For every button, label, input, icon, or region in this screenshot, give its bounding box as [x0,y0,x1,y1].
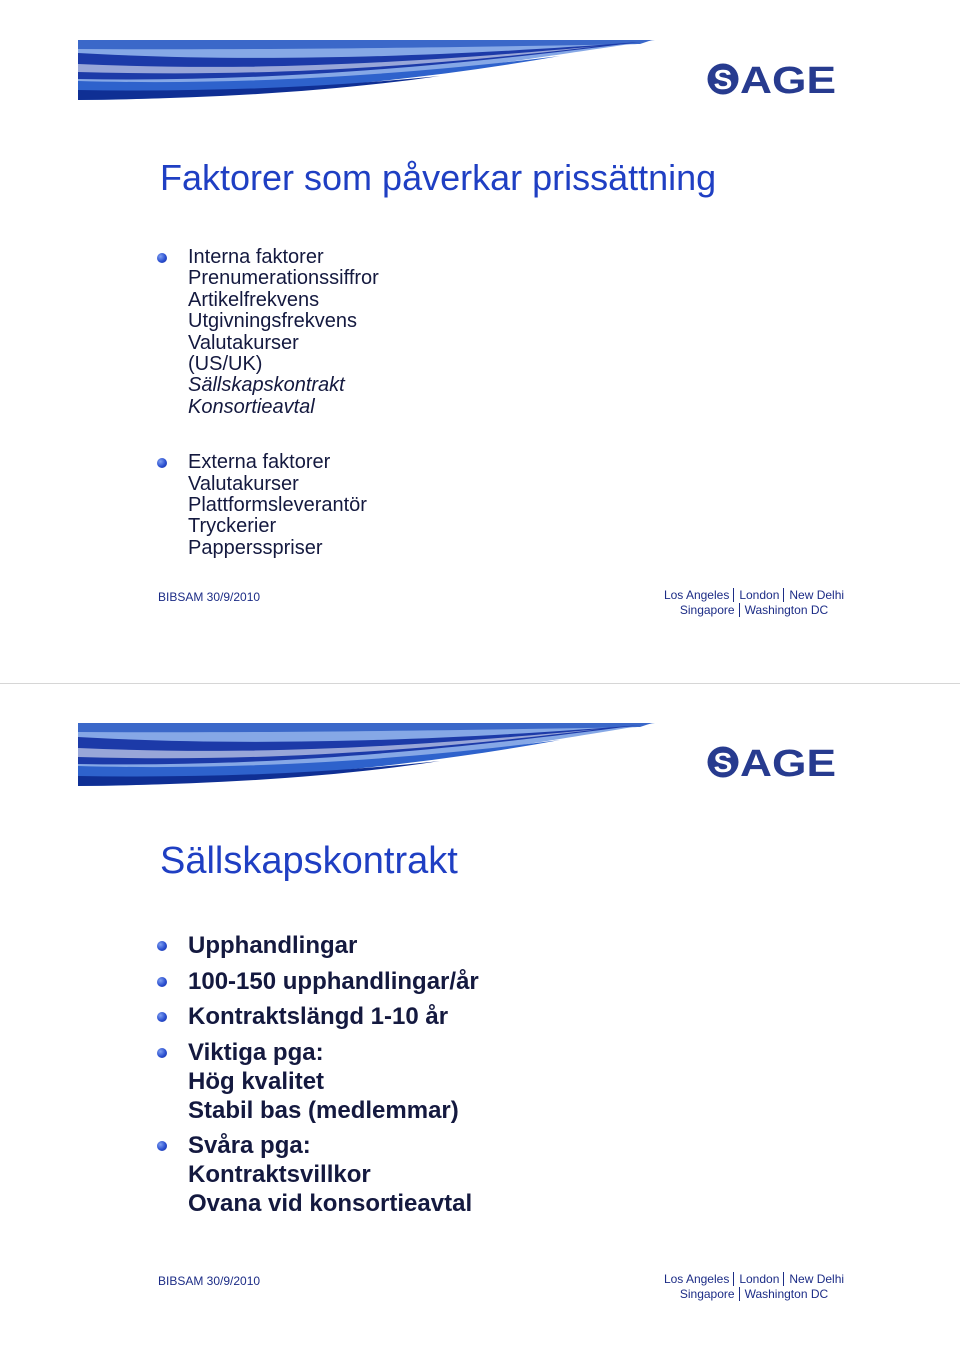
bullet-line: Tryckerier [188,515,277,538]
list-item [160,968,479,997]
city-label: Los Angeles [663,1272,730,1286]
city-label: Washington DC [739,603,829,617]
list-item [160,1003,479,1032]
bullet-icon [157,941,167,951]
footer-cities [654,588,854,618]
list-item [160,452,379,559]
slide-title: Faktorer som påverkar prissättning [160,157,717,198]
bullet-heading: Interna faktorer [188,246,324,268]
svg-text:S: S [713,747,733,778]
bullet-line: Sällskapskontrakt [188,374,345,397]
svg-text:AGE: AGE [740,60,836,102]
bullet-heading: Svåra pga: [188,1132,311,1160]
bullet-line: Kontraktsvillkor [188,1160,371,1188]
bullet-list [160,247,379,559]
city-label: London [733,588,779,602]
sage-logo [708,743,837,785]
cities-row [654,1272,854,1287]
bullet-line: Prenumerationssiffror [188,267,379,290]
footer-date: BIBSAM 30/9/2010 [158,1274,261,1288]
bullet-icon [157,1048,167,1058]
bullet-icon [157,1012,167,1022]
bullet-icon [157,977,167,987]
bullet-line: Valutakurser [188,472,299,495]
svg-text:S: S [713,64,733,95]
list-item [160,932,479,961]
list-item [160,1132,479,1218]
list-item [160,247,379,418]
footer-date: BIBSAM 30/9/2010 [158,590,261,604]
header-banner-graphic [0,684,960,794]
city-label: New Delhi [783,1272,844,1286]
city-label: Singapore [679,603,735,617]
cities-row [654,1287,854,1302]
header-banner-graphic [0,0,960,110]
city-label: London [733,1272,779,1286]
slide-2 [0,684,960,1367]
slide-1 [0,0,960,683]
bullet-heading: Viktiga pga: [188,1039,324,1067]
footer-cities [654,1272,854,1302]
slide-title: Sällskapskontrakt [160,840,458,882]
bullet-line: Stabil bas (medlemmar) [188,1096,459,1124]
bullet-line: Valutakurser [188,331,299,354]
sage-logo [708,60,837,102]
bullet-line: Kontraktslängd 1-10 år [188,1003,449,1031]
bullet-line: Artikelfrekvens [188,288,320,311]
bullet-icon [157,253,167,263]
bullet-line: 100-150 upphandlingar/år [188,967,479,995]
cities-row [654,603,854,618]
bullet-heading: Externa faktorer [188,451,331,474]
city-label: Washington DC [739,1287,829,1301]
bullet-line: Plattformsleverantör [188,494,367,517]
bullet-icon [157,1141,167,1151]
bullet-line: (US/UK) [188,353,263,376]
city-label: New Delhi [783,588,844,602]
bullet-list [160,932,479,1218]
cities-row [654,588,854,603]
city-label: Singapore [679,1287,735,1301]
bullet-line: Utgivningsfrekvens [188,310,357,333]
list-item [160,1039,479,1125]
city-label: Los Angeles [663,588,730,602]
bullet-line: Konsortieavtal [188,395,315,418]
bullet-line: Upphandlingar [188,932,358,959]
svg-text:AGE: AGE [740,743,836,785]
bullet-line: Hög kvalitet [188,1067,325,1095]
bullet-icon [157,458,167,468]
bullet-line: Pappersspriser [188,536,323,559]
bullet-line: Ovana vid konsortieavtal [188,1189,473,1217]
